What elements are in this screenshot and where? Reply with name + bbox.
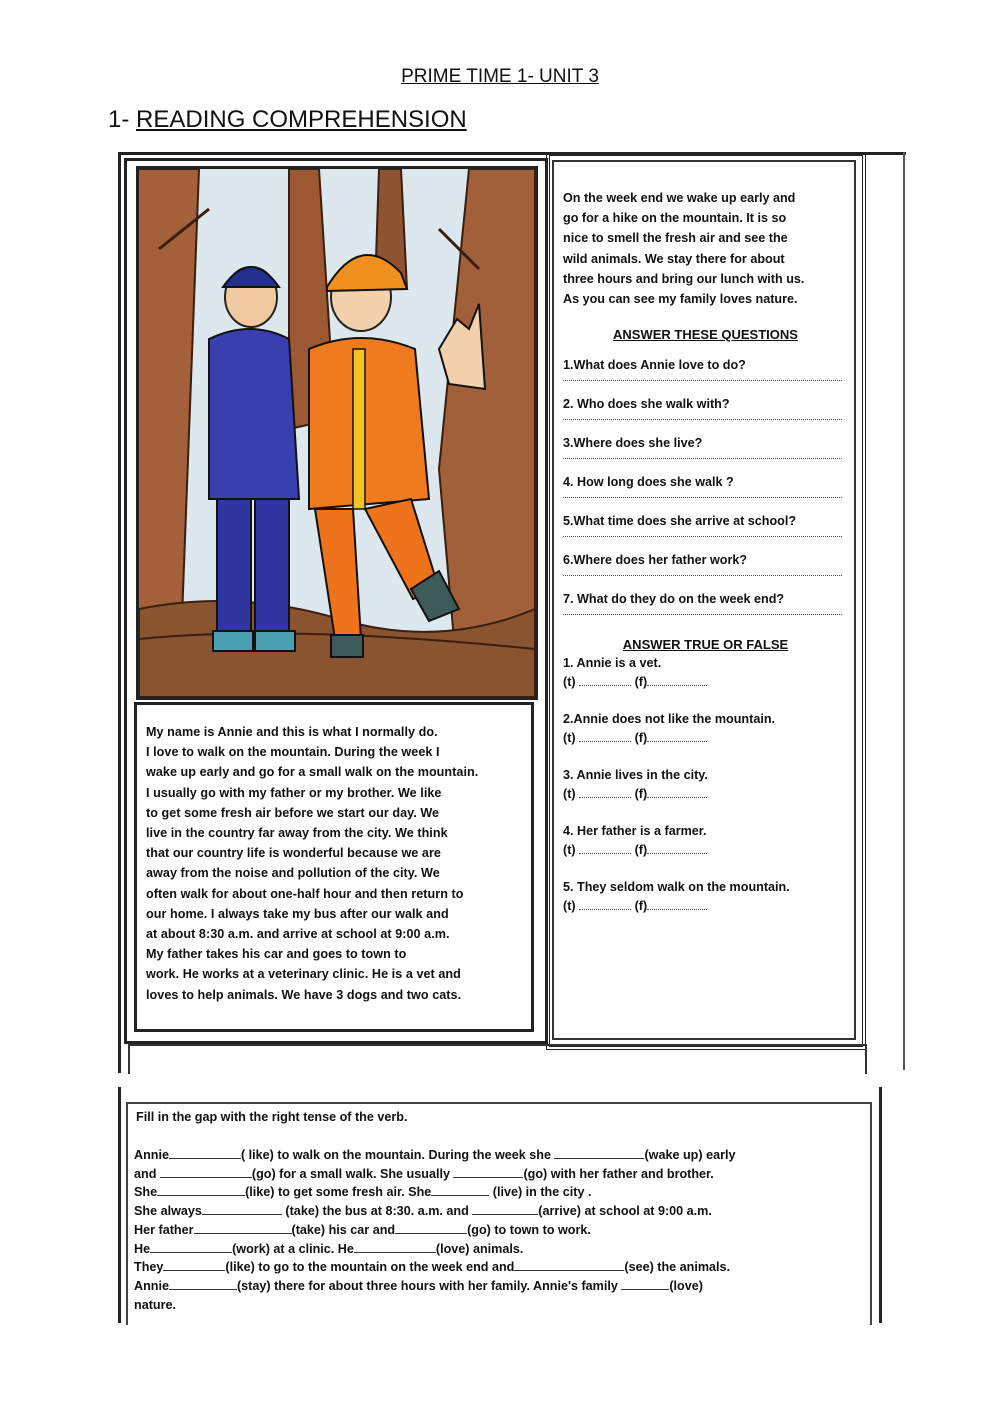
hikers-illustration <box>136 166 538 700</box>
unit-title: PRIME TIME 1- UNIT 3 <box>401 66 599 87</box>
fill-segment: (live) in the city . <box>489 1185 592 1200</box>
question-item <box>563 357 848 381</box>
fill-segment: (like) to get some fresh air. She <box>245 1185 432 1200</box>
intro-line: As you can see my family loves nature. <box>563 292 798 307</box>
story-line: wake up early and go for a small walk on the mountain. <box>146 765 479 780</box>
tf-false-label: (f) <box>634 843 648 858</box>
story-line: I love to walk on the mountain. During the week I <box>146 745 440 760</box>
tf-true-label: (t) <box>563 731 576 746</box>
fill-segment: They <box>134 1260 164 1275</box>
tf-statement: 2.Annie does not like the mountain. <box>563 712 776 727</box>
fill-line <box>134 1165 860 1184</box>
frame-bottom-strip <box>128 1044 867 1074</box>
story-line: away from the noise and pollution of the city. We <box>146 866 440 881</box>
fill-segment: (arrive) at school at 9:00 a.m. <box>538 1204 712 1219</box>
fill-segment: Annie <box>134 1148 169 1162</box>
answer-line[interactable] <box>563 530 842 537</box>
fill-segment: (take) his car and <box>291 1222 396 1237</box>
fill-line <box>134 1240 860 1259</box>
fill-segment: He <box>134 1241 151 1256</box>
section-number: 1- <box>108 106 130 133</box>
tf-false-label: (f) <box>634 731 648 746</box>
false-answer-blank[interactable] <box>647 899 707 910</box>
false-answer-blank[interactable] <box>647 731 707 742</box>
intro-line: wild animals. We stay there for about <box>563 251 785 266</box>
tf-options <box>563 729 848 748</box>
frame-right-edge <box>903 152 905 1070</box>
tf-statement: 4. Her father is a farmer. <box>563 824 707 839</box>
fill-in-text <box>134 1146 860 1314</box>
answer-line[interactable] <box>563 452 842 459</box>
fill-line <box>134 1277 860 1296</box>
true-answer-blank[interactable] <box>579 731 631 742</box>
verb-blank[interactable] <box>202 1203 282 1215</box>
questions-heading: ANSWER THESE QUESTIONS <box>613 327 798 343</box>
tf-statement: 3. Annie lives in the city. <box>563 768 708 783</box>
verb-blank[interactable] <box>431 1184 489 1196</box>
story-line: My name is Annie and this is what I normally do. <box>146 725 438 739</box>
fill-segment: and <box>134 1166 160 1181</box>
tf-true-label: (t) <box>563 899 576 914</box>
verb-blank[interactable] <box>514 1259 624 1271</box>
verb-blank[interactable] <box>194 1222 292 1234</box>
answer-line[interactable] <box>563 374 842 381</box>
tf-heading: ANSWER TRUE OR FALSE <box>622 637 789 653</box>
false-answer-blank[interactable] <box>647 843 707 854</box>
verb-blank[interactable] <box>169 1278 237 1290</box>
tf-options <box>563 785 848 804</box>
tf-true-label: (t) <box>563 675 576 690</box>
fill-line <box>134 1202 860 1221</box>
section-heading <box>108 106 467 134</box>
question-text: 2. Who does she walk with? <box>563 397 730 412</box>
tf-true-label: (t) <box>563 787 576 802</box>
fill-segment: (go) with her father and brother. <box>523 1166 714 1181</box>
right-column <box>563 188 848 916</box>
tf-true-label: (t) <box>563 843 576 858</box>
question-text: 7. What do they do on the week end? <box>563 592 785 607</box>
tf-item <box>563 766 848 804</box>
intro-line: three hours and bring our lunch with us. <box>563 271 805 286</box>
true-answer-blank[interactable] <box>579 899 631 910</box>
story-line: often walk for about one-half hour and then return to <box>146 886 464 901</box>
fill-segment: Her father <box>134 1222 194 1237</box>
tf-options <box>563 897 848 916</box>
fill-segment: (stay) there for about three hours with her family. Annie's family <box>236 1278 622 1293</box>
questions-list <box>563 357 848 615</box>
story-line: to get some fresh air before we start our day. We <box>146 805 440 820</box>
fill-segment: (like) to go to the mountain on the week end and <box>225 1260 515 1275</box>
true-answer-blank[interactable] <box>579 843 631 854</box>
true-false-list <box>563 654 848 916</box>
fill-segment: She <box>134 1185 158 1200</box>
question-item <box>563 474 848 498</box>
section-title: READING COMPREHENSION <box>136 106 467 133</box>
verb-blank[interactable] <box>163 1259 225 1271</box>
fill-segment: ( like) to walk on the mountain. During the week she <box>240 1148 555 1162</box>
tf-item <box>563 822 848 860</box>
fill-segment: nature. <box>134 1297 176 1312</box>
intro-line: go for a hike on the mountain. It is so <box>563 211 787 226</box>
tf-statement: 1. Annie is a vet. <box>563 656 662 671</box>
question-item <box>563 591 848 615</box>
story-line: that our country life is wonderful because we are <box>146 846 441 861</box>
story-line: I usually go with my father or my brother. We like <box>146 785 442 800</box>
fill-segment: Annie <box>134 1278 169 1293</box>
fill-line <box>134 1296 860 1315</box>
tf-item <box>563 878 848 916</box>
question-text: 1.What does Annie love to do? <box>563 358 746 373</box>
question-item <box>563 552 848 576</box>
false-answer-blank[interactable] <box>647 787 707 798</box>
story-line: our home. I always take my bus after our walk and <box>146 906 449 921</box>
question-text: 6.Where does her father work? <box>563 553 748 568</box>
verb-blank[interactable] <box>453 1166 523 1178</box>
verb-blank[interactable] <box>150 1241 232 1253</box>
answer-line[interactable] <box>563 608 842 615</box>
intro-paragraph <box>563 188 848 309</box>
verb-blank[interactable] <box>621 1278 669 1290</box>
fill-in-title: Fill in the gap with the right tense of the verb. <box>136 1110 408 1124</box>
intro-line: nice to smell the fresh air and see the <box>563 231 788 246</box>
false-answer-blank[interactable] <box>647 675 707 686</box>
tf-statement: 5. They seldom walk on the mountain. <box>563 880 790 895</box>
tf-item <box>563 654 848 692</box>
tf-item <box>563 710 848 748</box>
story-line: loves to help animals. We have 3 dogs and two cats. <box>146 987 462 1002</box>
verb-blank[interactable] <box>395 1222 467 1234</box>
question-item <box>563 396 848 420</box>
verb-blank[interactable] <box>554 1147 644 1159</box>
true-answer-blank[interactable] <box>579 787 631 798</box>
tf-false-label: (f) <box>634 899 648 914</box>
question-text: 4. How long does she walk ? <box>563 475 734 490</box>
fill-segment: (see) the animals. <box>624 1260 731 1275</box>
fill-line <box>134 1258 860 1277</box>
verb-blank[interactable] <box>169 1147 241 1159</box>
tf-false-label: (f) <box>634 787 648 802</box>
tf-false-label: (f) <box>634 675 648 690</box>
intro-line: On the week end we wake up early and <box>563 191 796 205</box>
question-item <box>563 513 848 537</box>
fill-segment: (go) for a small walk. She usually <box>251 1166 454 1181</box>
fill-segment: (go) to town to work. <box>467 1222 591 1237</box>
story-text <box>146 722 536 1005</box>
fill-segment: (wake up) early <box>644 1148 736 1162</box>
verb-blank[interactable] <box>354 1241 436 1253</box>
fill-line <box>134 1146 860 1165</box>
fill-segment: (love) animals. <box>435 1241 524 1256</box>
question-text: 5.What time does she arrive at school? <box>563 514 797 529</box>
true-answer-blank[interactable] <box>579 675 631 686</box>
question-item <box>563 435 848 459</box>
fill-line <box>134 1221 860 1240</box>
tf-options <box>563 841 848 860</box>
fill-segment: She always <box>134 1204 202 1219</box>
fill-segment: (love) <box>669 1278 703 1293</box>
answer-line[interactable] <box>563 569 842 576</box>
fill-line <box>134 1183 860 1202</box>
answer-line[interactable] <box>563 491 842 498</box>
question-text: 3.Where does she live? <box>563 436 703 451</box>
verb-blank[interactable] <box>472 1203 538 1215</box>
story-line: at about 8:30 a.m. and arrive at school at 9:00 a.m. <box>146 927 450 942</box>
story-line: My father takes his car and goes to town to <box>146 947 407 962</box>
verb-blank[interactable] <box>157 1184 245 1196</box>
story-line: live in the country far away from the city. We think <box>146 826 448 841</box>
story-line: work. He works at a veterinary clinic. He is a vet and <box>146 967 461 982</box>
tf-options <box>563 673 848 692</box>
hikers-drawing <box>139 169 535 697</box>
fill-segment: (work) at a clinic. He <box>232 1241 354 1256</box>
verb-blank[interactable] <box>160 1166 252 1178</box>
fill-segment: (take) the bus at 8:30. a.m. and <box>281 1204 473 1219</box>
answer-line[interactable] <box>563 413 842 420</box>
